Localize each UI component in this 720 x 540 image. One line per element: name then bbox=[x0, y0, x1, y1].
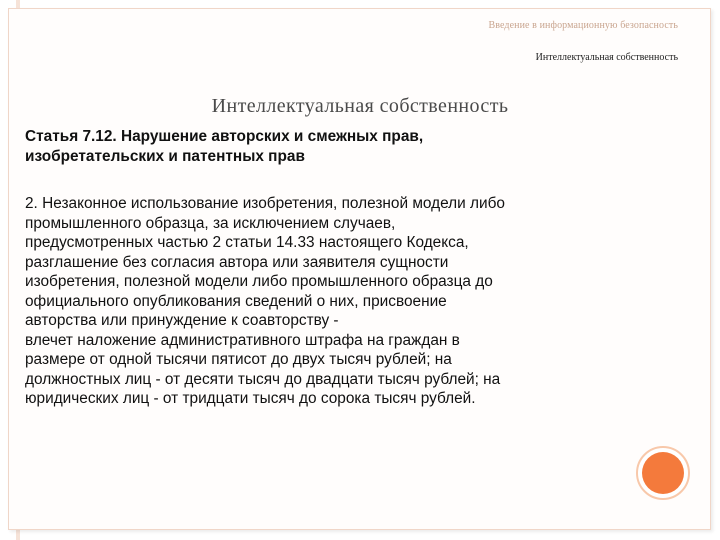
body-line: авторства или принуждение к соавторству - bbox=[25, 312, 339, 329]
body-line: разглашение без согласия автора или заявителя сущности bbox=[25, 253, 449, 271]
article-heading bbox=[25, 127, 675, 166]
body-line: изобретения, полезной модели либо промышленного образца до bbox=[25, 273, 493, 290]
article-body bbox=[25, 194, 675, 409]
body-line: юридических лиц - от тридцати тысяч до сорока тысяч рублей. bbox=[25, 390, 476, 407]
course-header: Введение в информационную безопасность bbox=[488, 20, 678, 31]
body-line: влечет наложение административного штрафа на граждан в bbox=[25, 331, 460, 349]
section-header: Интеллектуальная собственность bbox=[535, 52, 678, 63]
body-line: промышленного образца, за исключением случаев, bbox=[25, 214, 396, 232]
body-line: 2. Незаконное использование изобретения, полезной модели либо bbox=[25, 195, 505, 212]
body-line: должностных лиц - от десяти тысяч до двадцати тысяч рублей; на bbox=[25, 370, 501, 388]
slide-title: Интеллектуальная собственность bbox=[211, 95, 509, 117]
body-line: размере от одной тысячи пятисот до двух тысяч рублей; на bbox=[25, 351, 452, 368]
body-line: официального опубликования сведений о них, присвоение bbox=[25, 292, 447, 310]
article-heading-line: изобретательских и патентных прав bbox=[25, 147, 305, 165]
body-line: предусмотренных частью 2 статьи 14.33 настоящего Кодекса, bbox=[25, 234, 469, 251]
article-heading-line: Статья 7.12. Нарушение авторских и смежных прав, bbox=[25, 128, 424, 145]
decorative-circle bbox=[642, 452, 684, 494]
